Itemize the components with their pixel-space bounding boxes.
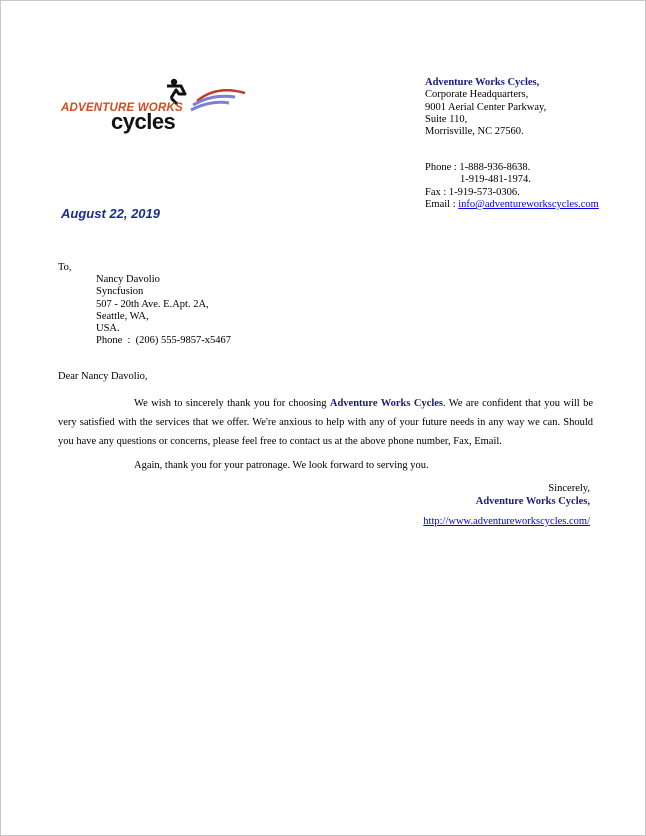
letter-body bbox=[58, 394, 593, 475]
header-company-name: Adventure Works Cycles, bbox=[425, 77, 540, 88]
recipient-name: Nancy Davolio bbox=[96, 274, 160, 285]
recipient-to: To, bbox=[58, 262, 72, 273]
p1-text-after: . We are confident that you will be very satisfied with the services that we offer. We're anxious to help with any of your future needs in any way we can. Should you have any questions or concerns, please feel free to contact us at the above phone number, Fax, Email. bbox=[58, 398, 593, 448]
email-label: Email : bbox=[425, 198, 459, 210]
logo-line2: cycles bbox=[111, 109, 176, 134]
closing-block bbox=[350, 483, 590, 528]
closing-sincerely: Sincerely, bbox=[548, 483, 590, 494]
fax-line: Fax : 1-919-573-0306. bbox=[425, 186, 520, 198]
address-line-1: Corporate Headquarters, bbox=[425, 89, 529, 101]
address-line-4: Morrisville, NC 27560. bbox=[425, 126, 524, 138]
recipient-city: Seattle, WA, bbox=[96, 310, 149, 322]
body-paragraph-1 bbox=[58, 394, 593, 452]
address-line-2: 9001 Aerial Center Parkway, bbox=[425, 101, 547, 113]
recipient-street: 507 - 20th Ave. E.Apt. 2A, bbox=[96, 298, 209, 310]
body-paragraph-2: Again, thank you for your patronage. We look forward to serving you. bbox=[134, 459, 429, 471]
company-logo bbox=[59, 77, 249, 137]
phone-line-2: 1-919-481-1974. bbox=[460, 174, 531, 186]
email-line bbox=[425, 199, 640, 211]
closing-company: Adventure Works Cycles, bbox=[475, 496, 590, 508]
recipient-country: USA. bbox=[96, 323, 120, 335]
address-line-3: Suite 110, bbox=[425, 113, 468, 125]
letter-date: August 22, 2019 bbox=[61, 206, 160, 221]
recipient-block bbox=[96, 274, 346, 348]
logo-line1: ADVENTURE WORKS bbox=[61, 102, 183, 114]
p1-brand: Adventure Works Cycles bbox=[329, 398, 443, 409]
email-link[interactable]: info@adventureworkscycles.com bbox=[458, 198, 599, 210]
closing-website-link[interactable]: http://www.adventureworkscycles.com/ bbox=[423, 515, 590, 527]
recipient-phone: Phone : (206) 555-9857-x5467 bbox=[96, 335, 232, 347]
company-contact-block bbox=[425, 162, 640, 211]
recipient-company: Syncfusion bbox=[96, 286, 144, 298]
salutation: Dear Nancy Davolio, bbox=[58, 371, 148, 382]
p1-text-before: We wish to sincerely thank you for choosing bbox=[134, 398, 330, 409]
company-address-block bbox=[425, 77, 635, 138]
phone-line: Phone : 1-888-936-8638. bbox=[425, 162, 531, 173]
